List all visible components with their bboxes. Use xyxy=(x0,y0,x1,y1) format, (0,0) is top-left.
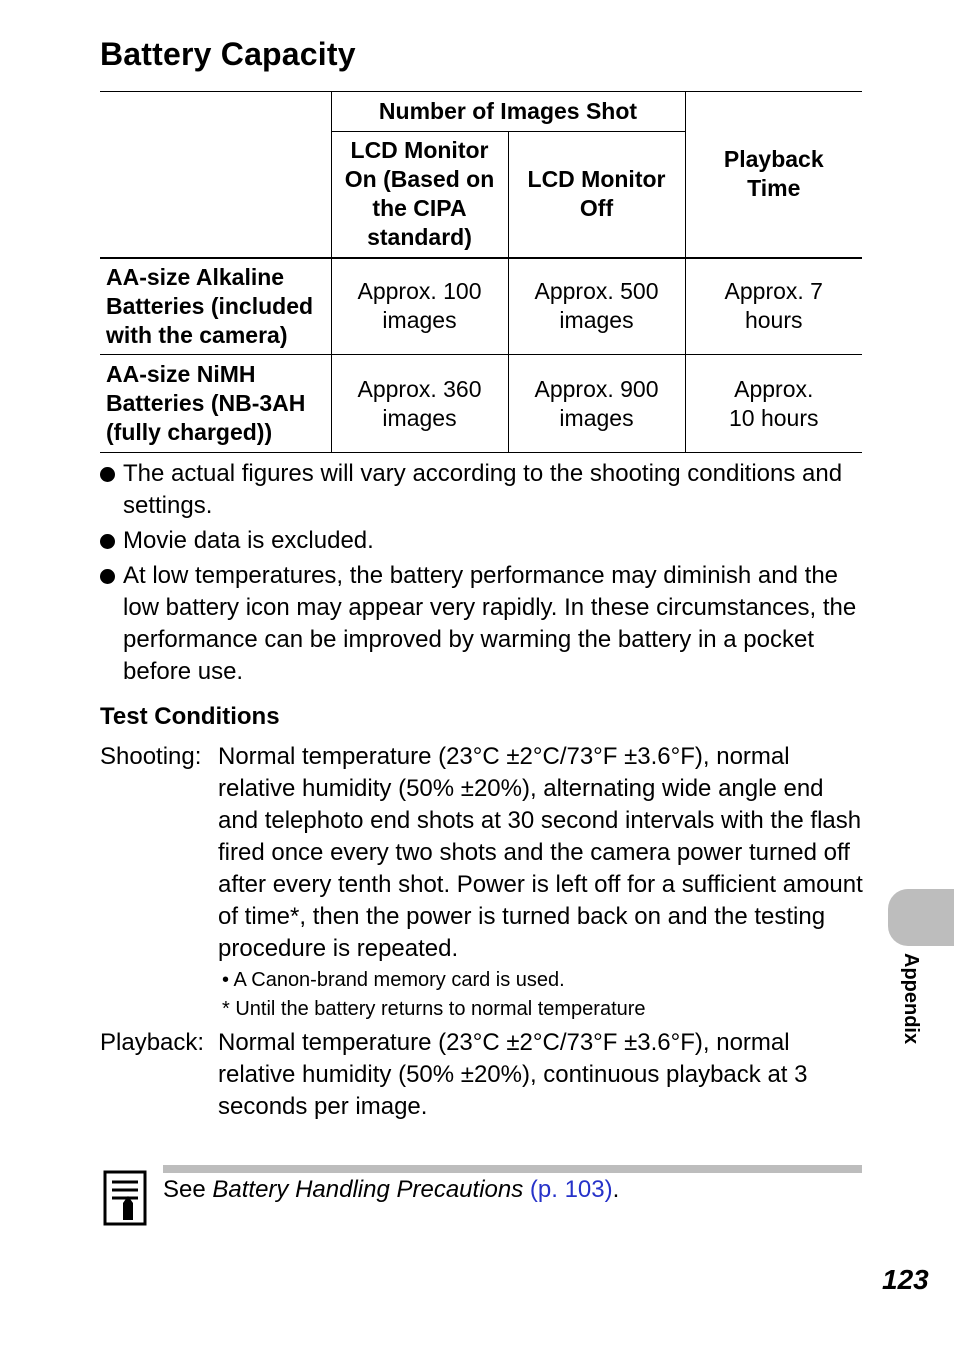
list-item: At low temperatures, the battery performance may diminish and the low battery icon may appear very rapidly. In these circumstances, the performance can be improved by warming the battery in a pocket before use. xyxy=(100,560,870,688)
table-row xyxy=(100,258,862,355)
col-header-playback: Playback Time xyxy=(685,92,862,258)
notes-list xyxy=(100,458,870,691)
battery-capacity-table xyxy=(100,91,862,453)
footnote-memory-card: • A Canon-brand memory card is used. xyxy=(222,969,565,991)
bullet-icon xyxy=(100,467,115,482)
col-header-lcd-on: LCD Monitor On (Based on the CIPA standard) xyxy=(331,132,508,258)
page-number: 123 xyxy=(882,1264,929,1295)
group-header-images-shot: Number of Images Shot xyxy=(331,92,685,132)
cell-alkaline-playback: Approx. 7 hours xyxy=(685,258,862,355)
bullet-icon xyxy=(100,534,115,549)
cell-alkaline-lcd-off: Approx. 500 images xyxy=(508,258,685,355)
row-label-nimh: AA-size NiMH Batteries (NB-3AH (fully charged)) xyxy=(100,355,331,453)
side-tab xyxy=(888,889,954,946)
bullet-icon xyxy=(100,569,115,584)
side-tab-label: Appendix xyxy=(900,953,922,1045)
playback-text: Normal temperature (23°C ±2°C/73°F ±3.6°F), normal relative humidity (50% ±20%), continuous playback at 3 seconds per image. xyxy=(218,1029,808,1120)
shooting-label: Shooting: xyxy=(100,743,202,770)
row-label-alkaline: AA-size Alkaline Batteries (included with the camera) xyxy=(100,258,331,355)
table-row xyxy=(100,355,862,453)
memo-icon xyxy=(103,1170,147,1226)
footnote-temperature: * Until the battery returns to normal temperature xyxy=(222,998,646,1020)
reference-title: Battery Handling Precautions xyxy=(212,1176,524,1203)
list-item: The actual figures will vary according to the shooting conditions and settings. xyxy=(100,458,870,522)
shooting-text: Normal temperature (23°C ±2°C/73°F ±3.6°F), normal relative humidity (50% ±20%), alternating wide angle end and telephoto end shots at 30 second intervals with the flash fired once every two shots and the camera power turned off after every tenth shot. Power is left off for a sufficient amount of time*, then the power is turned back on and the testing procedure is repeated. xyxy=(218,743,863,962)
cell-nimh-lcd-off: Approx. 900 images xyxy=(508,355,685,453)
cell-nimh-playback: Approx. 10 hours xyxy=(685,355,862,453)
cell-alkaline-lcd-on: Approx. 100 images xyxy=(331,258,508,355)
cell-nimh-lcd-on: Approx. 360 images xyxy=(331,355,508,453)
playback-condition xyxy=(100,1027,870,1123)
playback-label: Playback: xyxy=(100,1029,205,1056)
test-conditions-heading: Test Conditions xyxy=(100,703,280,730)
reference-note: See Battery Handling Precautions (p. 103). xyxy=(163,1176,620,1203)
page-reference-link[interactable]: (p. 103) xyxy=(529,1176,613,1203)
note-divider xyxy=(163,1165,862,1173)
shooting-condition xyxy=(100,741,870,965)
page-title: Battery Capacity xyxy=(100,36,356,72)
table-corner-cell xyxy=(100,92,331,258)
col-header-lcd-off: LCD Monitor Off xyxy=(508,132,685,258)
list-item: Movie data is excluded. xyxy=(100,525,870,557)
